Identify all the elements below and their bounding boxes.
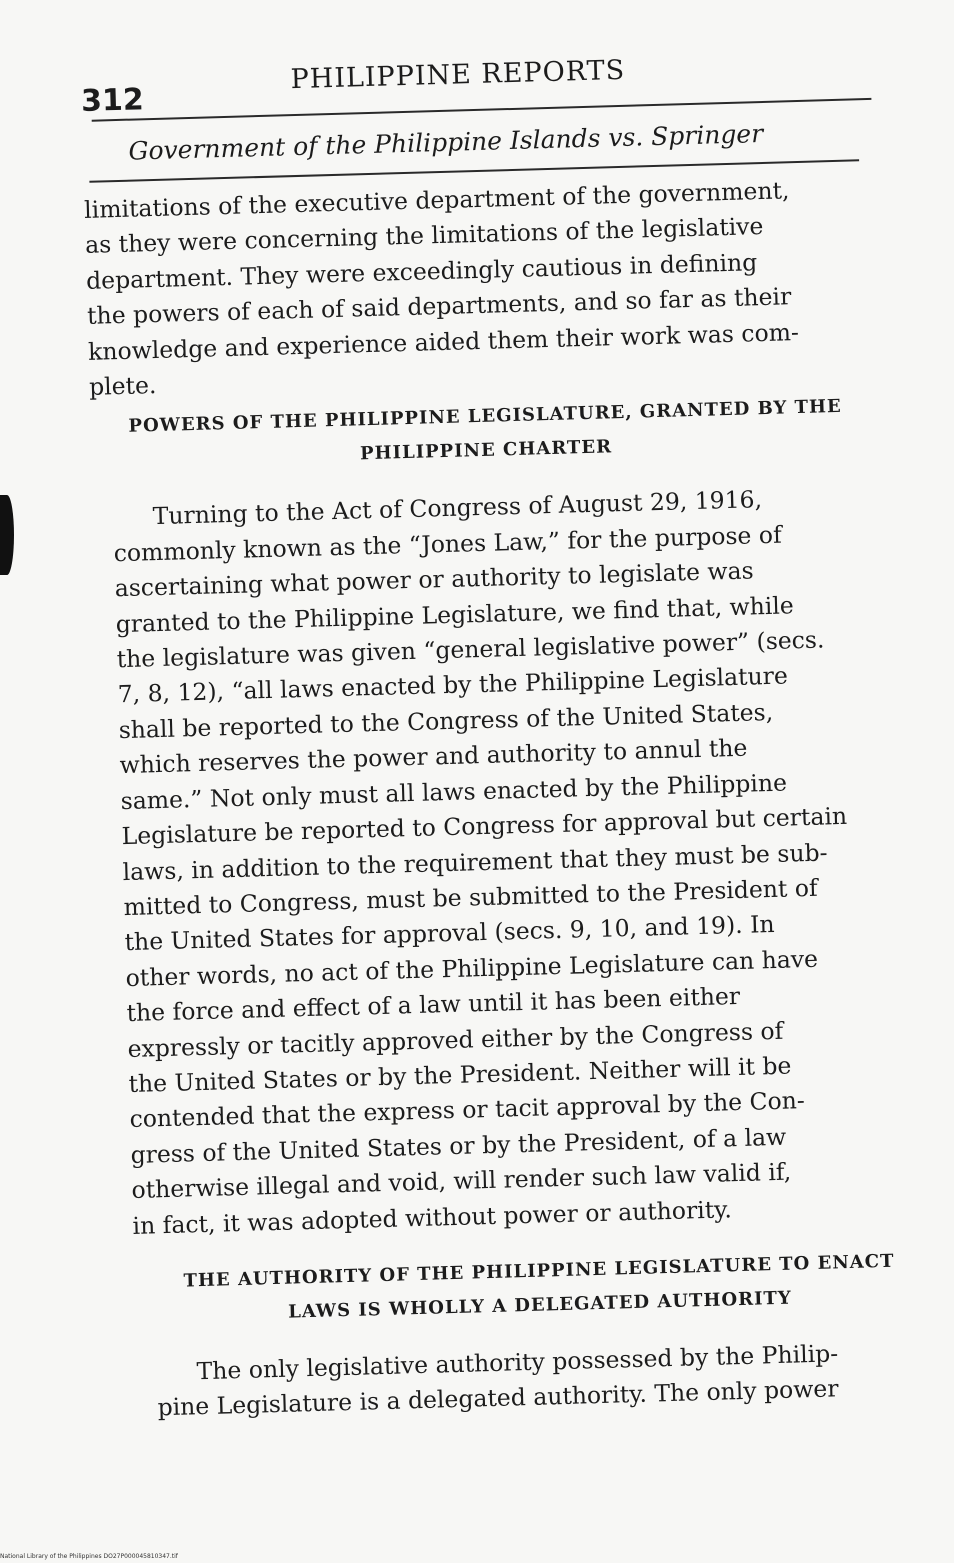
text-line: Legislature be reported to Congress for approval but certain: [121, 801, 848, 851]
text-line: the United States or by the President. Neither will it be: [128, 1051, 792, 1098]
page-content: [80, 37, 928, 1427]
text-line: expressly or tacitly approved either by the Congress of: [127, 1016, 784, 1063]
heading-line: LAWS IS WHOLLY A DELEGATED AUTHORITY: [287, 1287, 792, 1323]
scan-footer: National Library of the Philippines DO27P000045810347.tif: [0, 1553, 178, 1560]
text-line: which reserves the power and authority to annul the: [119, 733, 748, 780]
text-line: plete.: [88, 371, 157, 401]
text-line: the United States for approval (secs. 9, 10, and 19). In: [124, 910, 775, 957]
page-header: [80, 37, 891, 118]
binding-shadow: [0, 495, 14, 575]
paragraph-2: [112, 479, 922, 1244]
text-line: contended that the express or tacit approval by the Con-: [129, 1086, 806, 1134]
heading-line: PHILIPPINE CHARTER: [359, 436, 613, 465]
heading-line: POWERS OF THE PHILIPPINE LEGISLATURE, GRANTED BY THE: [128, 396, 842, 438]
text-line: ascertaining what power or authority to legislate was: [114, 556, 754, 603]
text-line: commonly known as the “Jones Law,” for the purpose of: [113, 520, 783, 568]
heading-line: THE AUTHORITY OF THE PHILIPPINE LEGISLATURE TO ENACT: [183, 1250, 895, 1292]
section-heading-powers: [90, 389, 882, 479]
case-title: Government of the Philippine Islands vs. Springer: [128, 118, 764, 166]
running-title: PHILIPPINE REPORTS: [290, 54, 626, 96]
text-line: the powers of each of said departments, and so far as their: [86, 282, 792, 331]
section-heading-authority: [144, 1244, 936, 1334]
text-line: gress of the United States or by the President, of a law: [130, 1122, 787, 1169]
paragraph-3: [156, 1333, 948, 1426]
text-line: otherwise illegal and void, will render such law valid if,: [131, 1157, 792, 1205]
text-line: same.” Not only must all laws enacted by the Philippine: [120, 768, 788, 815]
page-number: 312: [80, 82, 145, 119]
text-line: Turning to the Act of Congress of August 29, 1916,: [152, 485, 763, 531]
text-line: in fact, it was adopted without power or authority.: [132, 1194, 733, 1240]
text-line: pine Legislature is a delegated authority. The only power: [157, 1374, 839, 1422]
text-line: The only legislative authority possessed by the Philip-: [196, 1339, 839, 1386]
text-line: department. They were exceedingly cautious in defining: [85, 247, 758, 295]
text-line: knowledge and experience aided them their work was com-: [87, 317, 800, 366]
text-line: as they were concerning the limitations of the legislative: [84, 212, 764, 260]
text-line: other words, no act of the Philippine Legislature can have: [125, 944, 819, 992]
text-line: limitations of the executive department of the government,: [83, 176, 790, 224]
text-line: granted to the Philippine Legislature, we find that, while: [115, 590, 795, 638]
text-line: mitted to Congress, must be submitted to the President of: [123, 873, 819, 922]
text-line: shall be reported to the Congress of the United States,: [118, 697, 774, 745]
text-line: the legislature was given “general legislative power” (secs.: [116, 625, 825, 674]
text-line: laws, in addition to the requirement that they must be sub-: [122, 837, 828, 886]
paragraph-1: [84, 171, 880, 405]
text-line: the force and effect of a law until it has been either: [126, 982, 741, 1028]
text-line: 7, 8, 12), “all laws enacted by the Philippine Legislature: [117, 661, 789, 709]
